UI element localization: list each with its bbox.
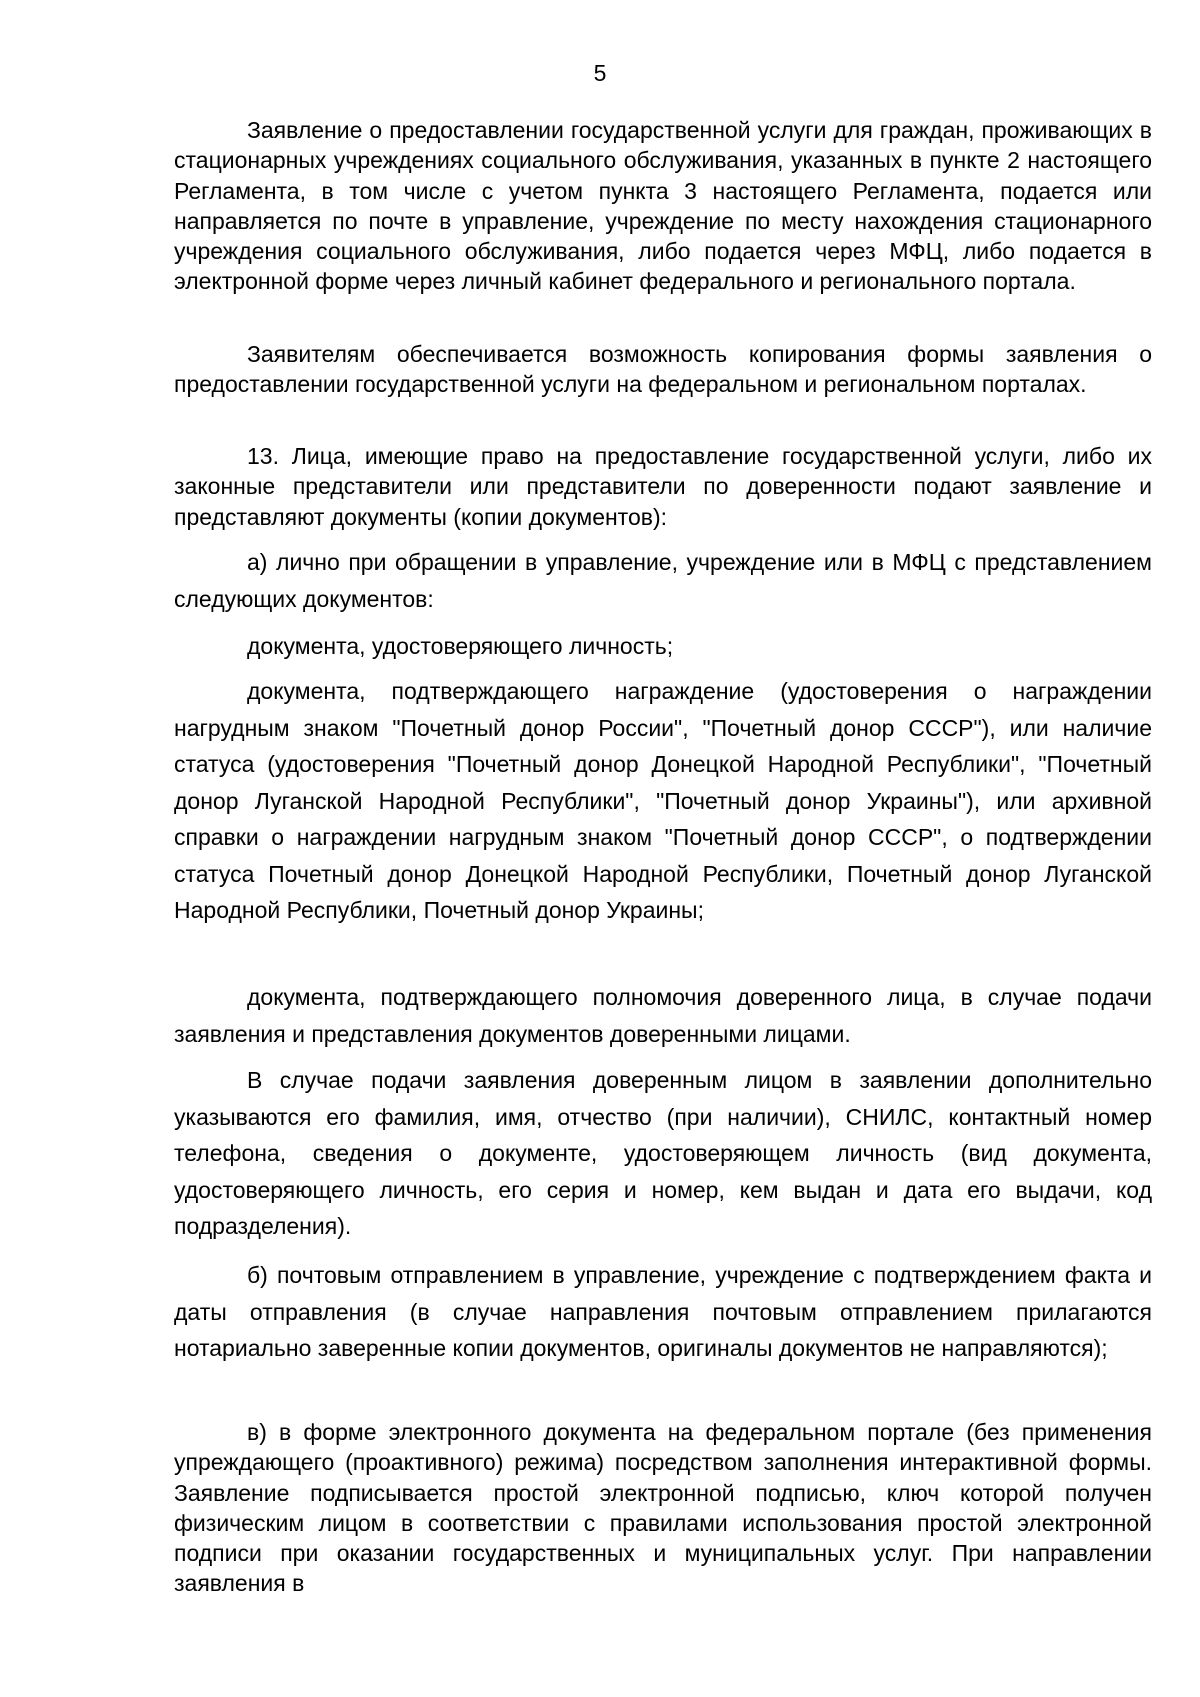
paragraph-award-document: документа, подтверждающего награждение (удостоверения о награждении нагрудным знаком "Почетный донор России", "Почетный донор СССР"), или наличие статуса (удостоверения "Почетный донор Донецкой Народной Республики", "Почетный донор Луганской Народной Республики", "Почетный донор Украины"), или архивной справки о награждении нагрудным знаком "Почетный донор СССР", о подтверждении статуса Почетный донор Донецкой Народной Республики, Почетный донор Луганской Народной Республики, Почетный донор Украины; xyxy=(174,678,1152,923)
paragraph-form-copying: Заявителям обеспечивается возможность копирования формы заявления о предоставлении государственной услуги на федеральном и региональном порталах. xyxy=(174,341,1152,398)
paragraph-proxy-details: В случае подачи заявления доверенным лицом в заявлении дополнительно указываются его фамилия, имя, отчество (при наличии), СНИЛС, контактный номер телефона, сведения о документе, удостоверяющем личность (вид документа, удостоверяющего личность, его серия и номер, кем выдан и дата его выдачи, код подразделения). xyxy=(174,1067,1152,1239)
paragraph-item-v: в) в форме электронного документа на федеральном портале (без применения упреждающего (проактивного) режима) посредством заполнения интерактивной формы. Заявление подписывается простой электронной подписью, ключ которой получен физическим лицом в соответствии с правилами использования простой электронной подписи при оказании государственных и муниципальных услуг. При направлении заявления в xyxy=(174,1419,1152,1597)
paragraph-identity-document: документа, удостоверяющего личность; xyxy=(247,633,674,659)
paragraph-item-13: 13. Лица, имеющие право на предоставление государственной услуги, либо их законные представители или представители по доверенности подают заявление и представляют документы (копии документов): xyxy=(174,443,1152,530)
paragraph-item-a: а) лично при обращении в управление, учреждение или в МФЦ с представлением следующих документов: xyxy=(174,549,1152,612)
paragraph-application-submission: Заявление о предоставлении государственной услуги для граждан, проживающих в стационарных учреждениях социального обслуживания, указанных в пункте 2 настоящего Регламента, в том числе с учетом пункта 3 настоящего Регламента, подается или направляется по почте в управление, учреждение по месту нахождения стационарного учреждения социального обслуживания, либо подается через МФЦ, либо подается в электронной форме через личный кабинет федерального и регионального портала. xyxy=(174,117,1152,295)
page-number: 5 xyxy=(593,60,607,86)
paragraph-proxy-authority: документа, подтверждающего полномочия доверенного лица, в случае подачи заявления и представления документов доверенными лицами. xyxy=(174,984,1152,1047)
paragraph-item-b: б) почтовым отправлением в управление, учреждение с подтверждением факта и даты отправления (в случае направления почтовым отправлением прилагаются нотариально заверенные копии документов, оригиналы документов не направляются); xyxy=(174,1262,1152,1361)
